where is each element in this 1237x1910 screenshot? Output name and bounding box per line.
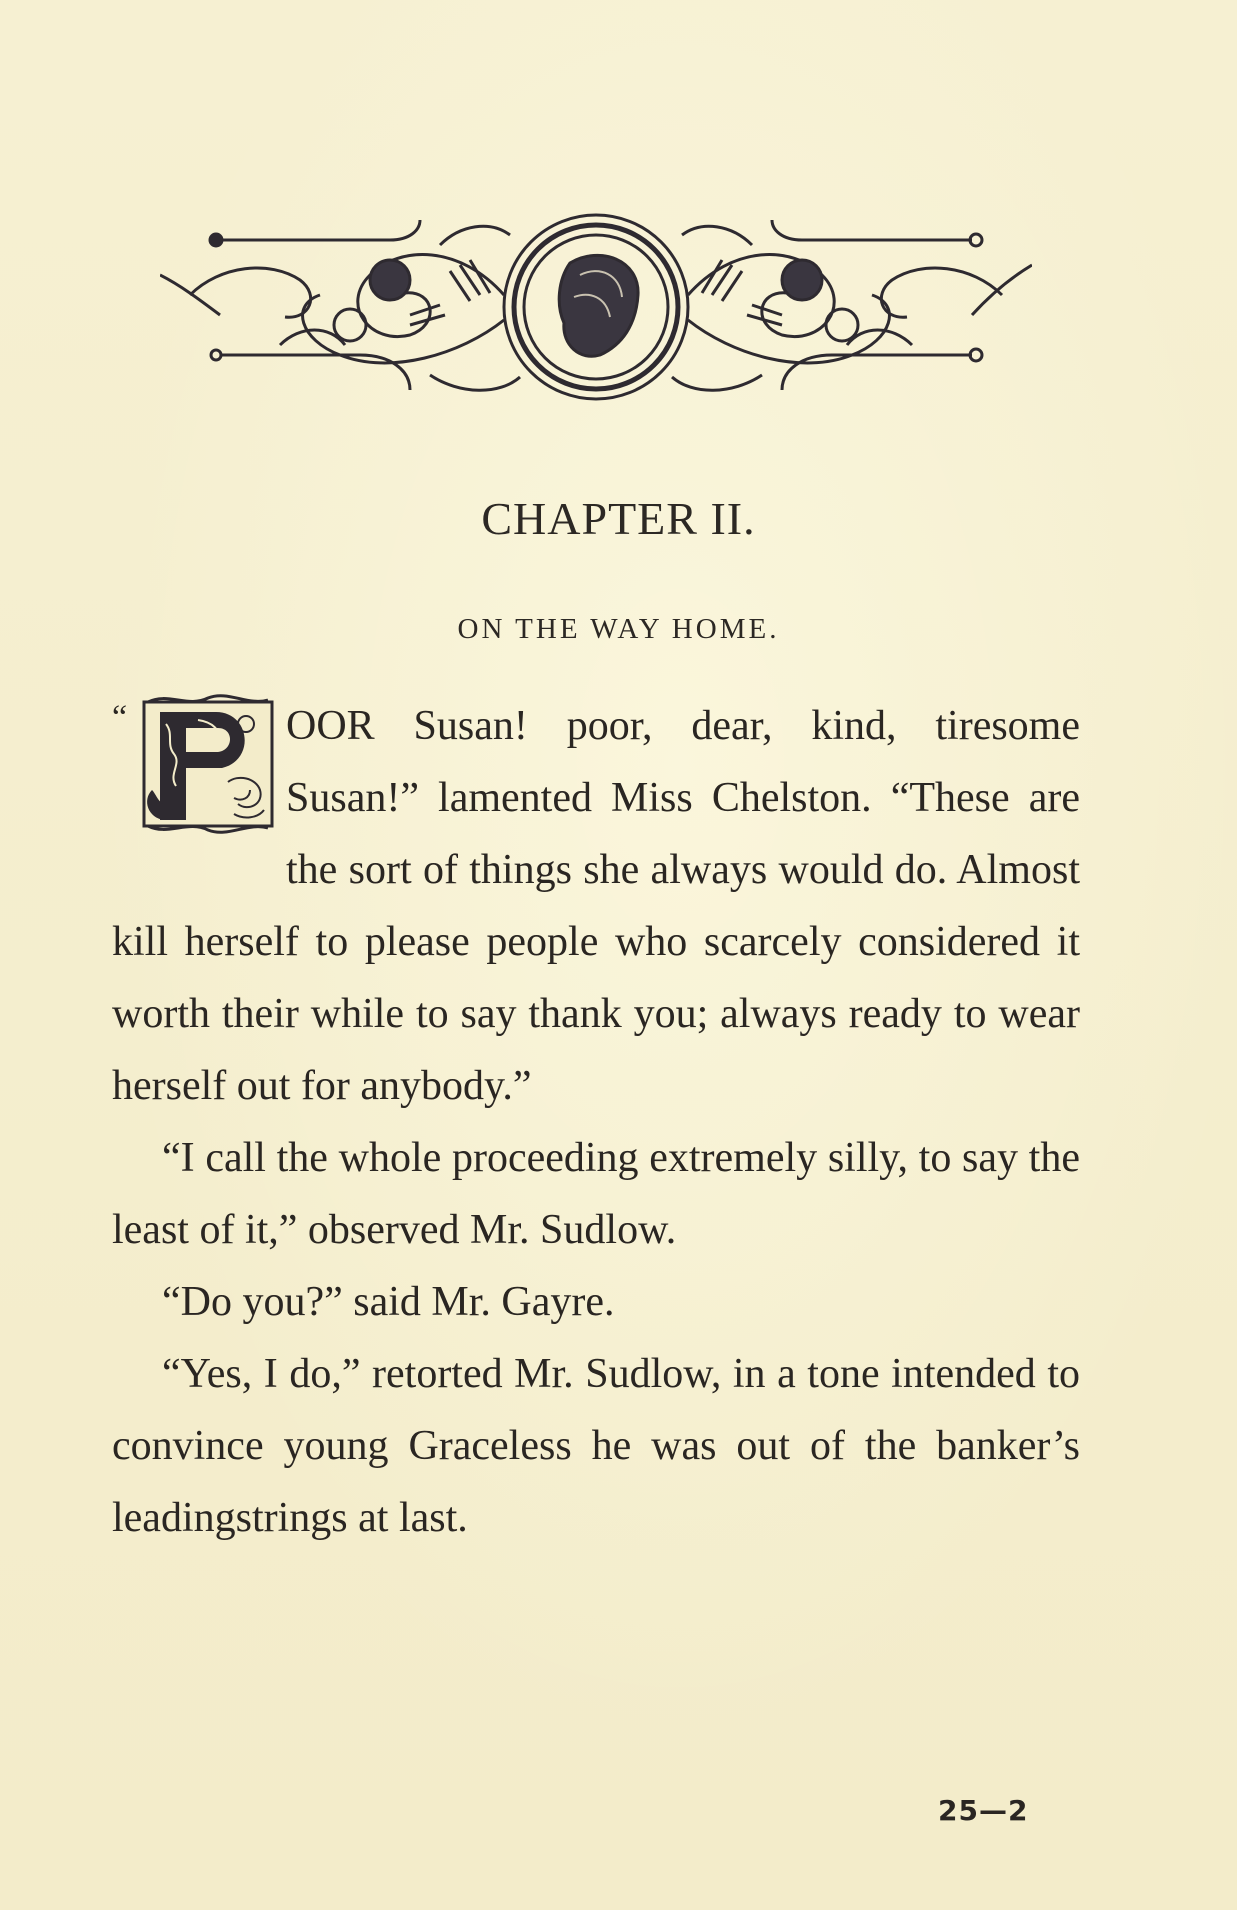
paragraph-3: “Do you?” said Mr. Gayre. bbox=[162, 1279, 615, 1325]
decorative-headpiece-ornament-icon bbox=[160, 205, 1032, 410]
dropcap-open-quote: “ bbox=[112, 699, 128, 736]
paragraph-2: “I call the whole proceeding extremely silly, to say the least of it,” observed Mr. Sudlow. bbox=[112, 1135, 1080, 1253]
ornate-dropcap-icon bbox=[138, 694, 278, 834]
paragraph-4: “Yes, I do,” retorted Mr. Sudlow, in a tone intended to convince young Graceless he was out of the banker’s leadingstrings at last. bbox=[112, 1351, 1080, 1541]
paragraph-1: OOR Susan! poor, dear, kind, tiresome Susan!” lamented Miss Chelston. “These are the sort of things she always would do. Almost kill herself to please people who scarcely considered it worth their while to say thank you; always ready to wear herself out for anybody.” bbox=[112, 703, 1080, 1109]
body-text bbox=[112, 690, 1080, 1554]
chapter-subtitle: ON THE WAY HOME. bbox=[457, 613, 780, 645]
chapter-heading: CHAPTER II. bbox=[481, 493, 756, 544]
signature-mark: 25—2 bbox=[938, 1794, 1029, 1827]
dropcap bbox=[112, 690, 280, 838]
